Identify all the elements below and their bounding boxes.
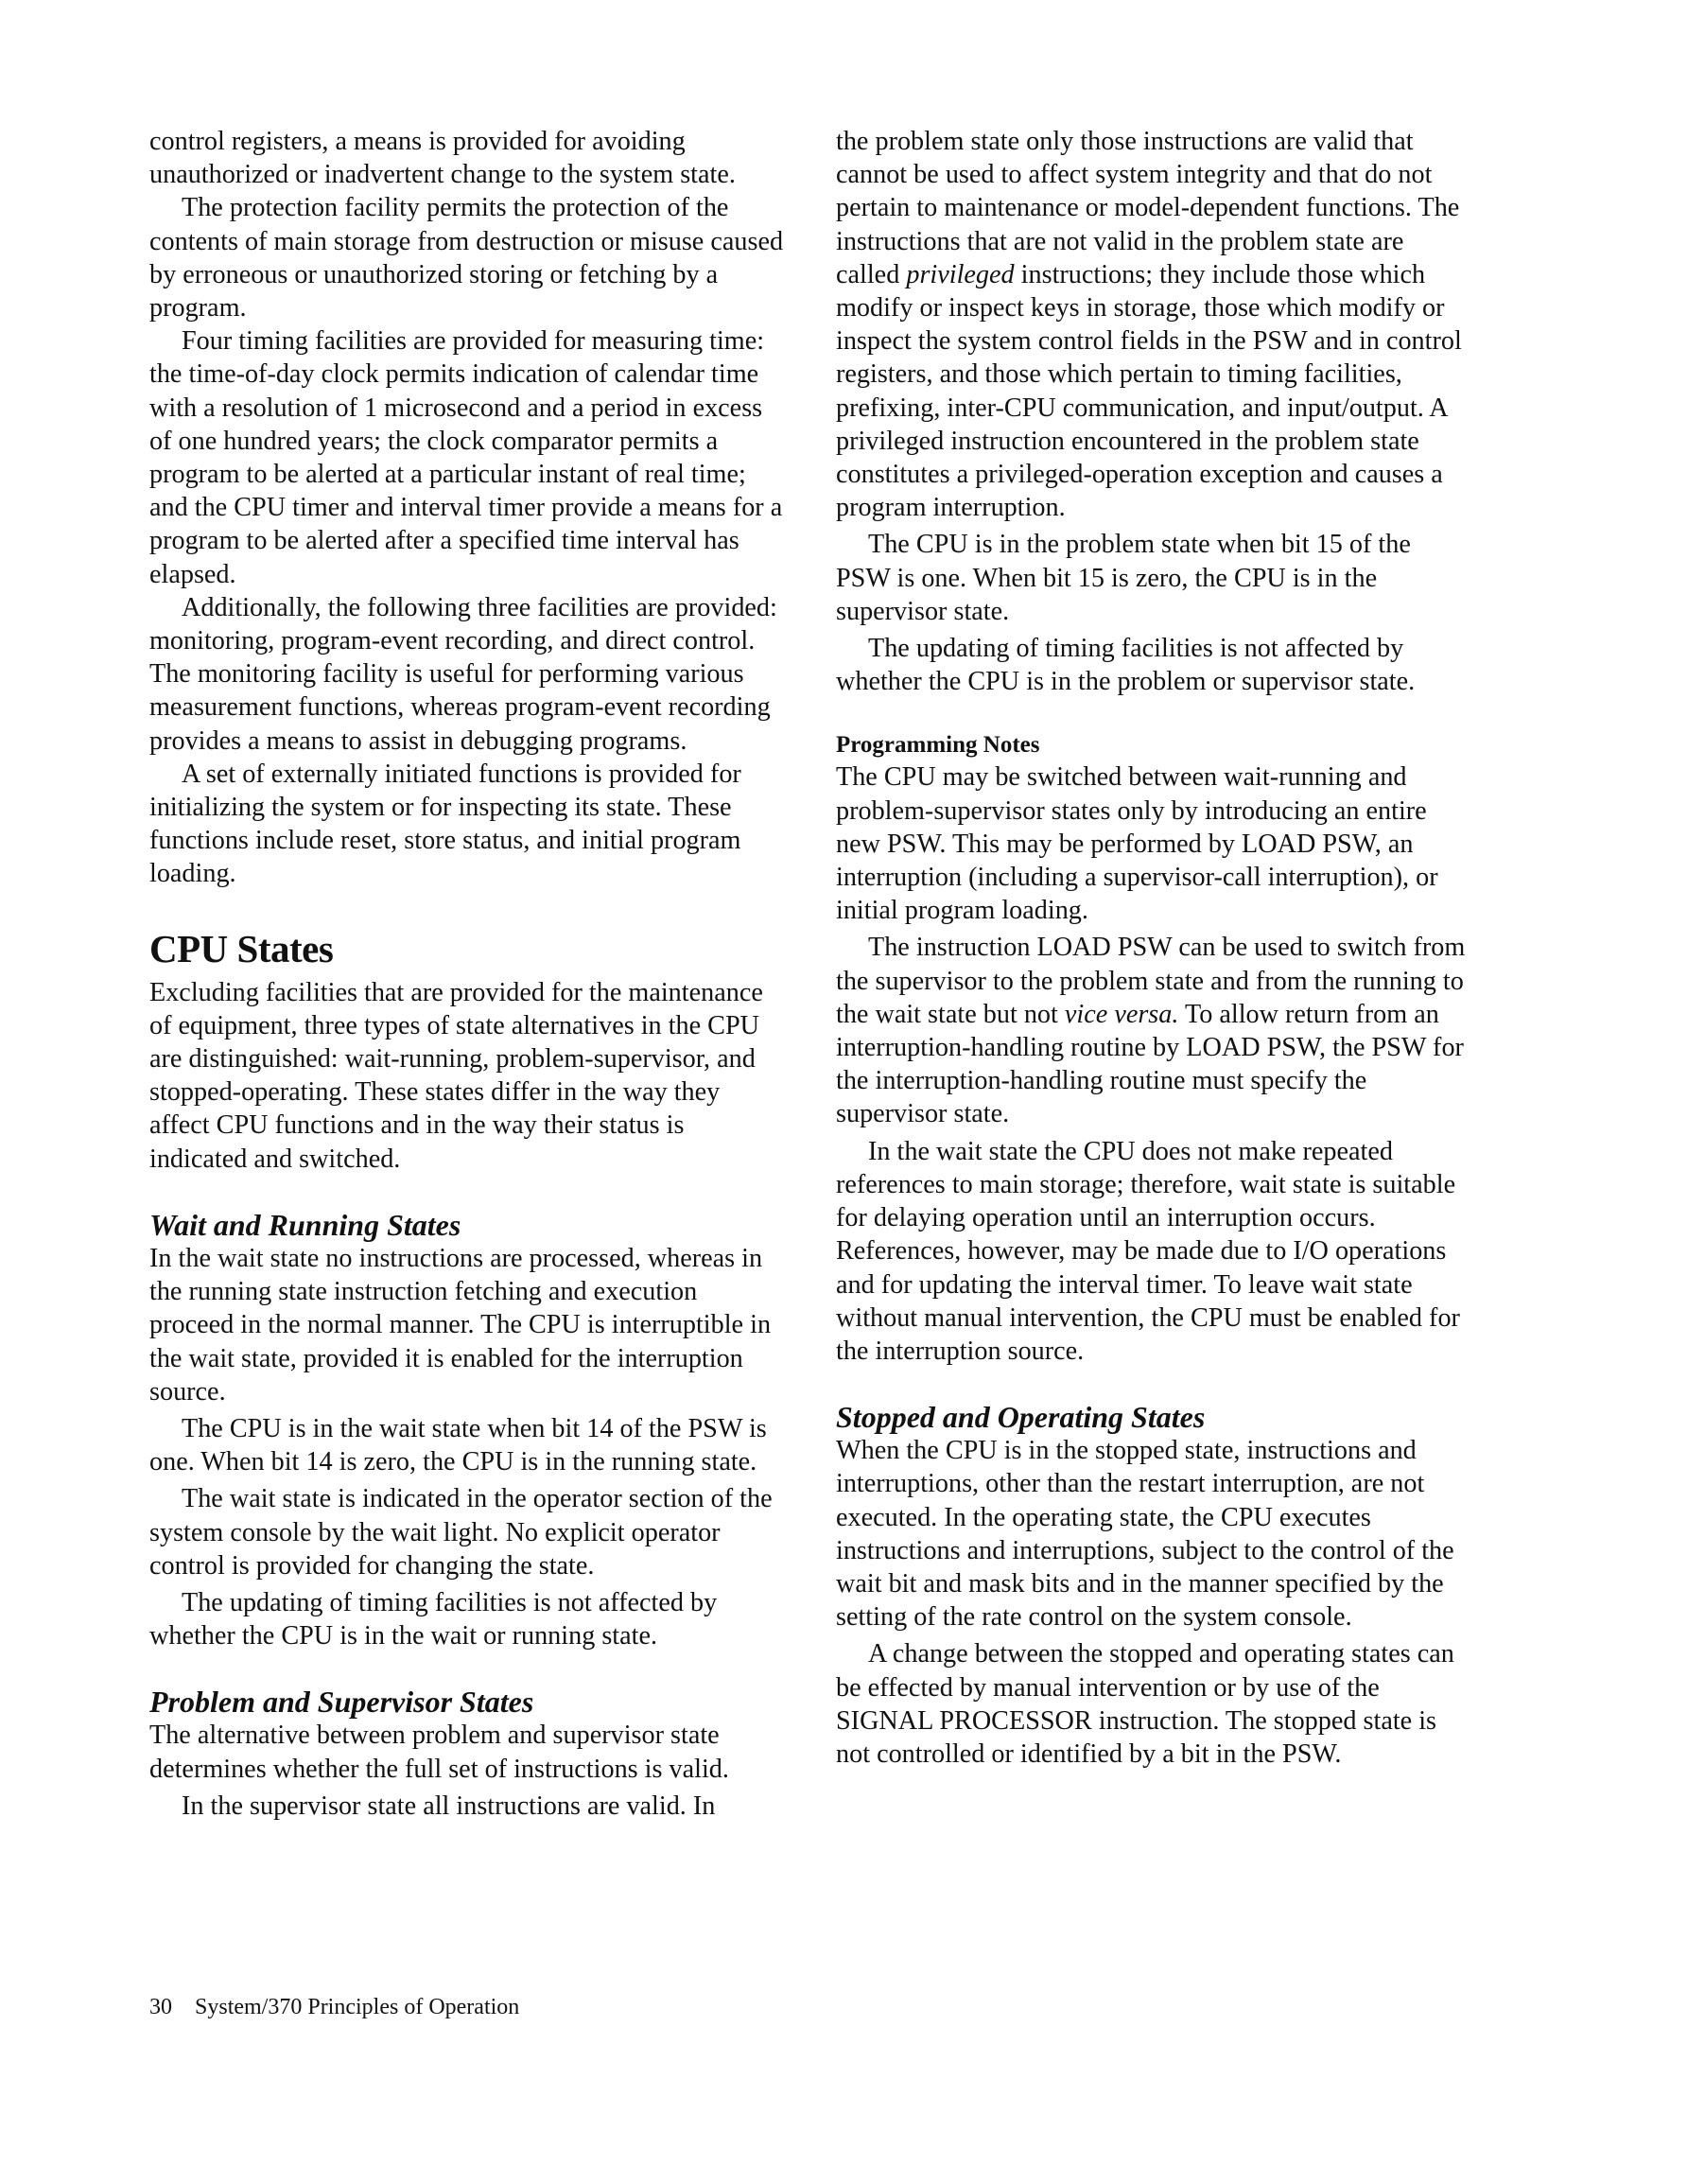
subheading-problem-supervisor: Problem and Supervisor States xyxy=(149,1685,534,1720)
italic-term: privileged xyxy=(906,259,1015,289)
paragraph: Excluding facilities that are provided for the maintenance of equipment, three types of state alternatives in the CPU are distinguished: wait-running, problem-supervisor, and stopped-operating. These states differ in the way they affect CPU functions and in the way their status is indicated and switched. xyxy=(149,977,763,1174)
right-column xyxy=(836,125,1471,1771)
paragraph: In the supervisor state all instructions are valid. In xyxy=(182,1791,716,1821)
paragraph: control registers, a means is provided for avoiding unauthorized or inadvertent change to the system state. xyxy=(149,127,736,190)
paragraph: When the CPU is in the stopped state, instructions and interruptions, other than the restart interruption, are not executed. In the operating state, the CPU executes instructions and interruptions, subject to the control of the wait bit and mask bits and in the manner specified by the setting of the rate control on the system console. xyxy=(836,1436,1454,1633)
subheading-stopped-operating: Stopped and Operating States xyxy=(836,1400,1206,1435)
text-run: instructions; they include those which modify or inspect keys in storage, those which modify or inspect the system control fields in the PSW and in control registers, and those which pertain to timing facilities, prefixing, inter-CPU communication, and input/output. A privileged instruction encountered in the problem state constitutes a privileged-operation exception and causes a program interruption. xyxy=(836,259,1462,523)
paragraph xyxy=(836,125,1471,524)
text-run: The instruction LOAD PSW can be used to switch from the supervisor to the problem state and from the running to the wait state but not xyxy=(836,933,1466,1029)
paragraph: The updating of timing facilities is not affected by whether the CPU is in the problem or supervisor state. xyxy=(836,634,1416,697)
subheading-wait-running: Wait and Running States xyxy=(149,1207,461,1242)
paragraph: The CPU is in the wait state when bit 14 of the PSW is one. When bit 14 is zero, the CPU is in the running state. xyxy=(149,1413,767,1477)
text-run: To allow return from an interruption-handling routine by LOAD PSW, the PSW for the interruption-handling routine must specify the supervisor state. xyxy=(836,999,1464,1129)
section-heading-cpu-states: CPU States xyxy=(149,926,334,970)
text-run: the problem state only those instructions are valid that cannot be used to affect system integrity and that do not pertain to maintenance or model-dependent functions. The instructions that are not valid in the problem state are called xyxy=(836,127,1460,289)
page-footer xyxy=(149,1994,519,2020)
paragraph xyxy=(836,931,1471,1130)
paragraph: In the wait state the CPU does not make repeated references to main storage; therefore, wait state is suitable for delaying operation until an interruption occurs. References, however, may be made due to I/O operations and for updating the interval timer. To leave wait state without manual intervention, the CPU must be enabled for the interruption source. xyxy=(836,1136,1460,1366)
paragraph: Four timing facilities are provided for measuring time: the time-of-day clock permits indication of calendar time with a resolution of 1 microsecond and a period in excess of one hundred years; the clock comparator permits a program to be alerted at a particular instant of real time; and the CPU timer and interval timer provide a means for a program to be alerted after a specified time interval has elapsed. xyxy=(149,326,783,589)
paragraph: The updating of timing facilities is not affected by whether the CPU is in the wait or running state. xyxy=(149,1587,718,1651)
paragraph: The alternative between problem and supervisor state determines whether the full set of instructions is valid. xyxy=(149,1721,729,1784)
paragraph: The protection facility permits the protection of the contents of main storage from destruction or misuse caused by erroneous or unauthorized storing or fetching by a program. xyxy=(149,193,784,323)
left-column xyxy=(149,125,785,1823)
programming-notes-heading: Programming Notes xyxy=(836,732,1040,759)
paragraph: The CPU is in the problem state when bit 15 of the PSW is one. When bit 15 is zero, the CPU is in the supervisor state. xyxy=(836,530,1411,626)
paragraph: The CPU may be switched between wait-running and problem-supervisor states only by introducing an entire new PSW. This may be performed by LOAD PSW, an interruption (including a supervisor-call interruption), or initial program loading. xyxy=(836,762,1438,926)
paragraph: The wait state is indicated in the operator section of the system console by the wait light. No explicit operator control is provided for changing the state. xyxy=(149,1484,773,1581)
publication-title: System/370 Principles of Operation xyxy=(195,1995,520,2019)
italic-term: vice versa. xyxy=(1064,999,1179,1029)
paragraph: A change between the stopped and operating states can be effected by manual intervention or by use of the SIGNAL PROCESSOR instruction. The stopped state is not controlled or identified by a bit in the PSW. xyxy=(836,1639,1454,1769)
paragraph: Additionally, the following three facilities are provided: monitoring, program-event recording, and direct control. The monitoring facility is useful for performing various measurement functions, whereas program-event recording provides a means to assist in debugging programs. xyxy=(149,592,777,756)
page-number: 30 xyxy=(149,1995,172,2019)
paragraph: A set of externally initiated functions is provided for initializing the system or for inspecting its state. These functions include reset, store status, and initial program loading. xyxy=(149,759,741,889)
paragraph: In the wait state no instructions are processed, whereas in the running state instruction fetching and execution proceed in the normal manner. The CPU is interruptible in the wait state, provided it is enabled for the interruption source. xyxy=(149,1243,772,1406)
